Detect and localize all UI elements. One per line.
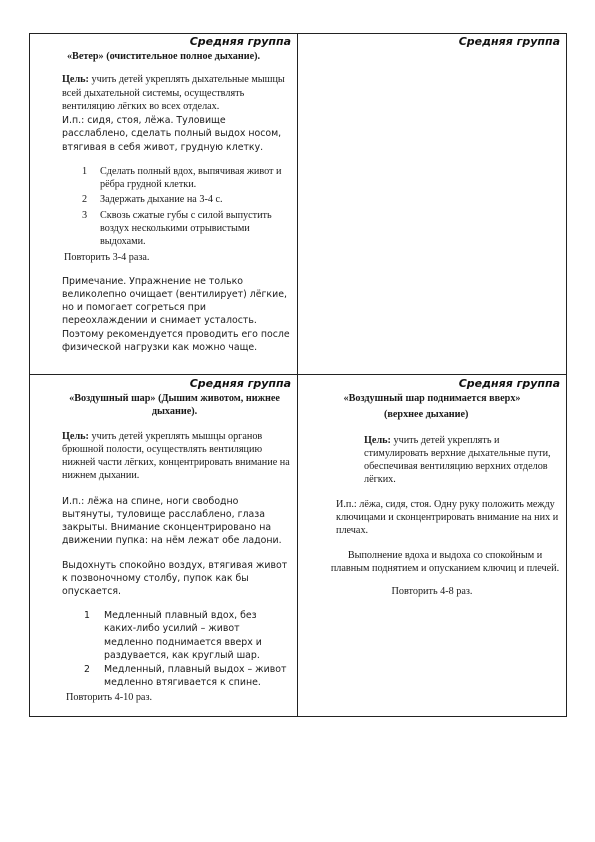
- exercise-start-position: И.п.: сидя, стоя, лёжа. Туловище расслаблено, сделать полный выдох носом, втягивая в себя живот, грудную клетку.: [62, 115, 282, 153]
- exercise-title: «Воздушный шар поднимается вверх»: [343, 393, 521, 404]
- exercise-repeat: Повторить 3-4 раза.: [64, 251, 150, 263]
- list-text: Медленный, плавный выдох – живот медленно втягивается к спине.: [104, 664, 287, 689]
- list-item: [84, 609, 291, 662]
- list-text: Задержать дыхание на 3-4 с.: [100, 194, 223, 206]
- exercise-repeat: Повторить 4-8 раз.: [391, 586, 473, 598]
- exercise-goal: [304, 434, 560, 487]
- exercise-exhale: Выдохнуть спокойно воздух, втягивая живот к позвоночному столбу, пупок как бы опускается.: [62, 559, 288, 597]
- exercise-start-position: И.п.: лёжа на спине, ноги свободно вытянуты, туловище расслаблено, глаза закрыты. Внимание сконцентрировано на движении пупка: на нём лежат обе ладони.: [62, 495, 282, 547]
- table-border-right: [566, 33, 567, 717]
- list-text: Сделать полный вдох, выпячивая живот и рёбра грудной клетки.: [100, 165, 282, 191]
- exercise-note: Примечание. Упражнение не только великолепно очищает (вентилирует) лёгкие, но и помогает согреться при переохлаждении и снимает усталость. Поэтому рекомендуется проводить его после физической нагрузки как можно чаще.: [62, 275, 290, 353]
- exercise-goal: [36, 73, 291, 113]
- exercise-goal: [36, 430, 291, 483]
- group-header: Средняя группа: [189, 377, 291, 390]
- table-row-divider: [29, 374, 567, 375]
- group-header: Средняя группа: [458, 35, 560, 48]
- list-item: [82, 193, 291, 206]
- list-text: Медленный плавный вдох, без каких-либо усилий – живот медленно поднимается вверх и раздувается, как круглый шар.: [104, 610, 262, 661]
- cell-wind: [30, 35, 297, 354]
- table-border-bottom: [29, 716, 567, 717]
- group-header: Средняя группа: [189, 35, 291, 48]
- group-header: Средняя группа: [458, 377, 560, 390]
- goal-label: Цель:: [62, 74, 89, 86]
- exercise-execution: Выполнение вдоха и выдоха со спокойным и плавным поднятием и опусканием ключиц и плечей.: [330, 549, 560, 574]
- list-number: 2: [84, 664, 90, 676]
- table-border-top: [29, 33, 567, 34]
- exercise-title: «Воздушный шар» (Дышим животом, нижнее дыхание).: [69, 393, 280, 418]
- list-item: [84, 663, 291, 689]
- goal-text: учить детей укреплять и стимулировать верхние дыхательные пути, обеспечивая вентиляцию верхних отделов лёгких.: [364, 434, 551, 486]
- table-column-divider: [297, 33, 298, 717]
- exercise-repeat: Повторить 4-10 раз.: [66, 692, 153, 704]
- cell-empty: [298, 35, 566, 48]
- goal-label: Цель:: [364, 434, 391, 446]
- list-number: 2: [82, 194, 88, 206]
- list-text: Сквозь сжатые губы с силой выпустить воздух несколькими отрывистыми выдохами.: [100, 209, 272, 248]
- exercise-steps: [36, 609, 291, 689]
- cell-balloon-lower: [30, 377, 297, 705]
- list-item: [82, 209, 291, 249]
- list-item: [82, 165, 291, 192]
- list-number: 1: [82, 165, 88, 177]
- goal-text: учить детей укреплять мышцы органов брюшной полости, осуществлять вентиляцию нижней части лёгких, концентрировать внимание на нижнем дыхании.: [62, 430, 290, 482]
- exercise-table: [29, 33, 567, 717]
- exercise-start-position: И.п.: лёжа, сидя, стоя. Одну руку положить между ключицами и сконцентрировать внимание на них и плечах.: [336, 498, 559, 537]
- goal-text: учить детей укреплять дыхательные мышцы всей дыхательной системы, осуществлять вентиляцию лёгких во всех отделах.: [62, 74, 285, 112]
- exercise-subtitle: (верхнее дыхание): [384, 409, 469, 421]
- goal-label: Цель:: [62, 430, 89, 442]
- list-number: 3: [82, 209, 88, 221]
- cell-balloon-upper: [298, 377, 566, 599]
- exercise-title: «Ветер» (очистительное полное дыхание).: [66, 51, 261, 62]
- list-number: 1: [84, 610, 90, 622]
- exercise-steps: [36, 165, 291, 249]
